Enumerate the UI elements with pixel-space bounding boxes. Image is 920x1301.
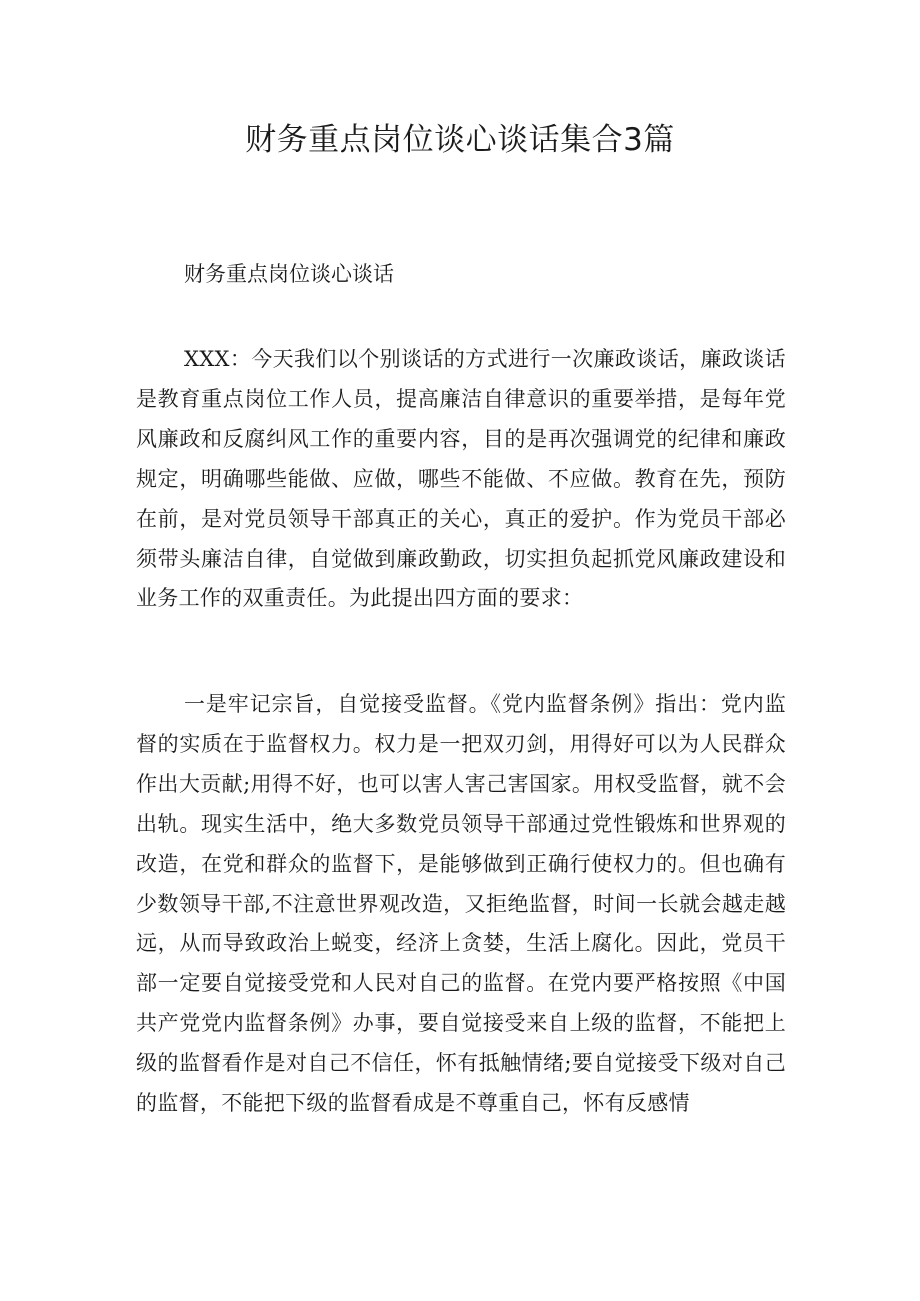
body-paragraph: XXX：今天我们以个别谈话的方式进行一次廉政谈话，廉政谈话是教育重点岗位工作人员，提高廉洁自律意识的重要举措，是每年党风廉政和反腐纠风工作的重要内容，目的是再次强调党的纪律和廉政规定，明确哪些能做、应做，哪些不能做、不应做。教育在先，预防在前，是对党员领导干部真正的关心，真正的爱护。作为党员干部必须带头廉洁自律，自觉做到廉政勤政，切实担负起抓党风廉政建设和业务工作的双重责任。为此提出四方面的要求： [136,347,786,611]
body-paragraph: 一是牢记宗旨，自觉接受监督。《党内监督条例》指出：党内监督的实质在于监督权力。权力是一把双刃剑，用得好可以为人民群众作出大贡献;用得不好，也可以害人害己害国家。用权受监督，就不会出轨。现实生活中，绝大多数党员领导干部通过党性锻炼和世界观的改造，在党和群众的监督下，是能够做到正确行使权力的。但也确有少数领导干部,不注意世界观改造，又拒绝监督，时间一长就会越走越远，从而导致政治上蜕变，经济上贪婪，生活上腐化。因此，党员干部一定要自觉接受党和人民对自己的监督。在党内要严格按照《中国共产党党内监督条例》办事，要自觉接受来自上级的监督，不能把上级的监督看作是对自己不信任，怀有抵触情绪;要自觉接受下级对自己的监督，不能把下级的监督看成是不尊重自己，怀有反感情 [136,692,786,1116]
section-heading: 财务重点岗位谈心谈话 [184,262,394,286]
document-title: 财务重点岗位谈心谈话集合3篇 [245,122,675,158]
